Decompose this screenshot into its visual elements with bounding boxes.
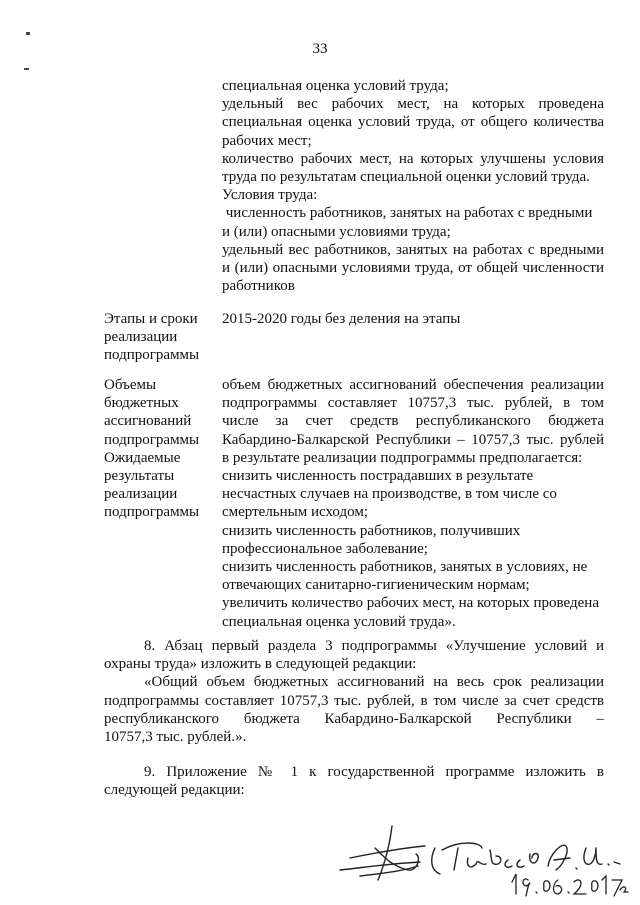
text-line: численность работников, занятых на работах с вредными: [222, 205, 593, 222]
funding-label-line: бюджетных: [104, 395, 179, 412]
label-line: реализации: [104, 329, 178, 346]
text-line: количество рабочих мест, на которых улучшены условия: [222, 150, 604, 167]
page-number: 33: [312, 41, 328, 57]
label-line: подпрограммы: [104, 347, 200, 364]
text-line: Условия труда:: [222, 187, 318, 204]
stages-value: [222, 310, 604, 328]
results-label-line: реализации: [104, 486, 178, 503]
paragraph-9: [104, 763, 604, 799]
text-line: отвечающих санитарно-гигиеническим нормам;: [222, 577, 530, 594]
text-line: труда по результатам специальной оценки условий труда.: [222, 169, 590, 186]
text-line: удельный вес работников, занятых на работах с вредными: [222, 241, 604, 258]
text-line: 2015-2020 годы без деления на этапы: [222, 311, 461, 327]
paragraph-line: 8. Абзац первый раздела 3 подпрограммы «Улучшение условий и: [144, 638, 604, 654]
indicators-block: [222, 77, 604, 295]
text-line: смертельным исходом;: [222, 504, 368, 521]
text-line: снизить численность пострадавших в результате: [222, 468, 534, 485]
funding-label-line: Объемы: [104, 377, 157, 393]
stages-label: [104, 310, 216, 365]
text-line: специальная оценка условий труда;: [222, 78, 449, 94]
label-line: Этапы и сроки: [104, 311, 198, 327]
scan-mark-middle: [24, 68, 29, 70]
text-line: снизить численность работников, занятых в условиях, не: [222, 559, 588, 576]
signature-drawing: [330, 818, 630, 898]
text-line: объем бюджетных ассигнований обеспечения реализации: [222, 377, 604, 393]
text-line: снизить численность работников, получивших: [222, 522, 521, 539]
funding-results-values: [222, 376, 604, 631]
quote-line: 10757,3 тыс. рублей.».: [104, 729, 247, 746]
scan-mark-top: [26, 32, 30, 35]
text-line: несчастных случаев на производстве, в том числе со: [222, 486, 557, 503]
text-line: в результате реализации подпрограммы предполагается:: [222, 449, 583, 466]
results-label-line: подпрограммы: [104, 504, 200, 521]
text-line: профессиональное заболевание;: [222, 540, 428, 557]
quote-line: республиканского бюджета Кабардино-Балкарской Республики –: [104, 710, 604, 727]
paragraph-line: охраны труда» изложить в следующей редакции:: [104, 656, 417, 673]
text-line: числе за счет средств республиканского бюджета: [222, 413, 604, 430]
text-line: специальная оценка условий труда».: [222, 613, 456, 630]
funding-label-line: подпрограммы: [104, 431, 200, 448]
text-line: Кабардино-Балкарской Республики – 10757,3 тыс. рублей: [222, 431, 604, 448]
handwritten-signature: [330, 818, 630, 903]
text-line: работников: [222, 278, 295, 295]
quote-line: подпрограммы составляет 10757,3 тыс. рублей, в том числе за счет средств: [104, 692, 604, 709]
text-line: увеличить количество рабочих мест, на которых проведена: [222, 595, 599, 612]
text-line: и (или) опасными условиями труда;: [222, 223, 451, 240]
funding-label-line: ассигнований: [104, 413, 192, 430]
results-label-line: результаты: [104, 468, 175, 485]
text-line: подпрограммы составляет 10757,3 тыс. рублей, в том: [222, 395, 604, 412]
quote-line: «Общий объем бюджетных ассигнований на весь срок реализации: [144, 674, 604, 691]
results-label-line: Ожидаемые: [104, 449, 181, 466]
funding-results-labels: [104, 376, 216, 522]
paragraph-8: [104, 637, 604, 746]
paragraph-line: следующей редакции:: [104, 782, 245, 799]
text-line: удельный вес рабочих мест, на которых проведена: [222, 96, 604, 113]
paragraph-line: 9. Приложение № 1 к государственной программе изложить в: [144, 764, 604, 780]
text-line: специальная оценка условий труда, от общего количества: [222, 114, 604, 131]
text-line: рабочих мест;: [222, 132, 312, 149]
text-line: и (или) опасными условиями труда, от общей численности: [222, 260, 604, 277]
